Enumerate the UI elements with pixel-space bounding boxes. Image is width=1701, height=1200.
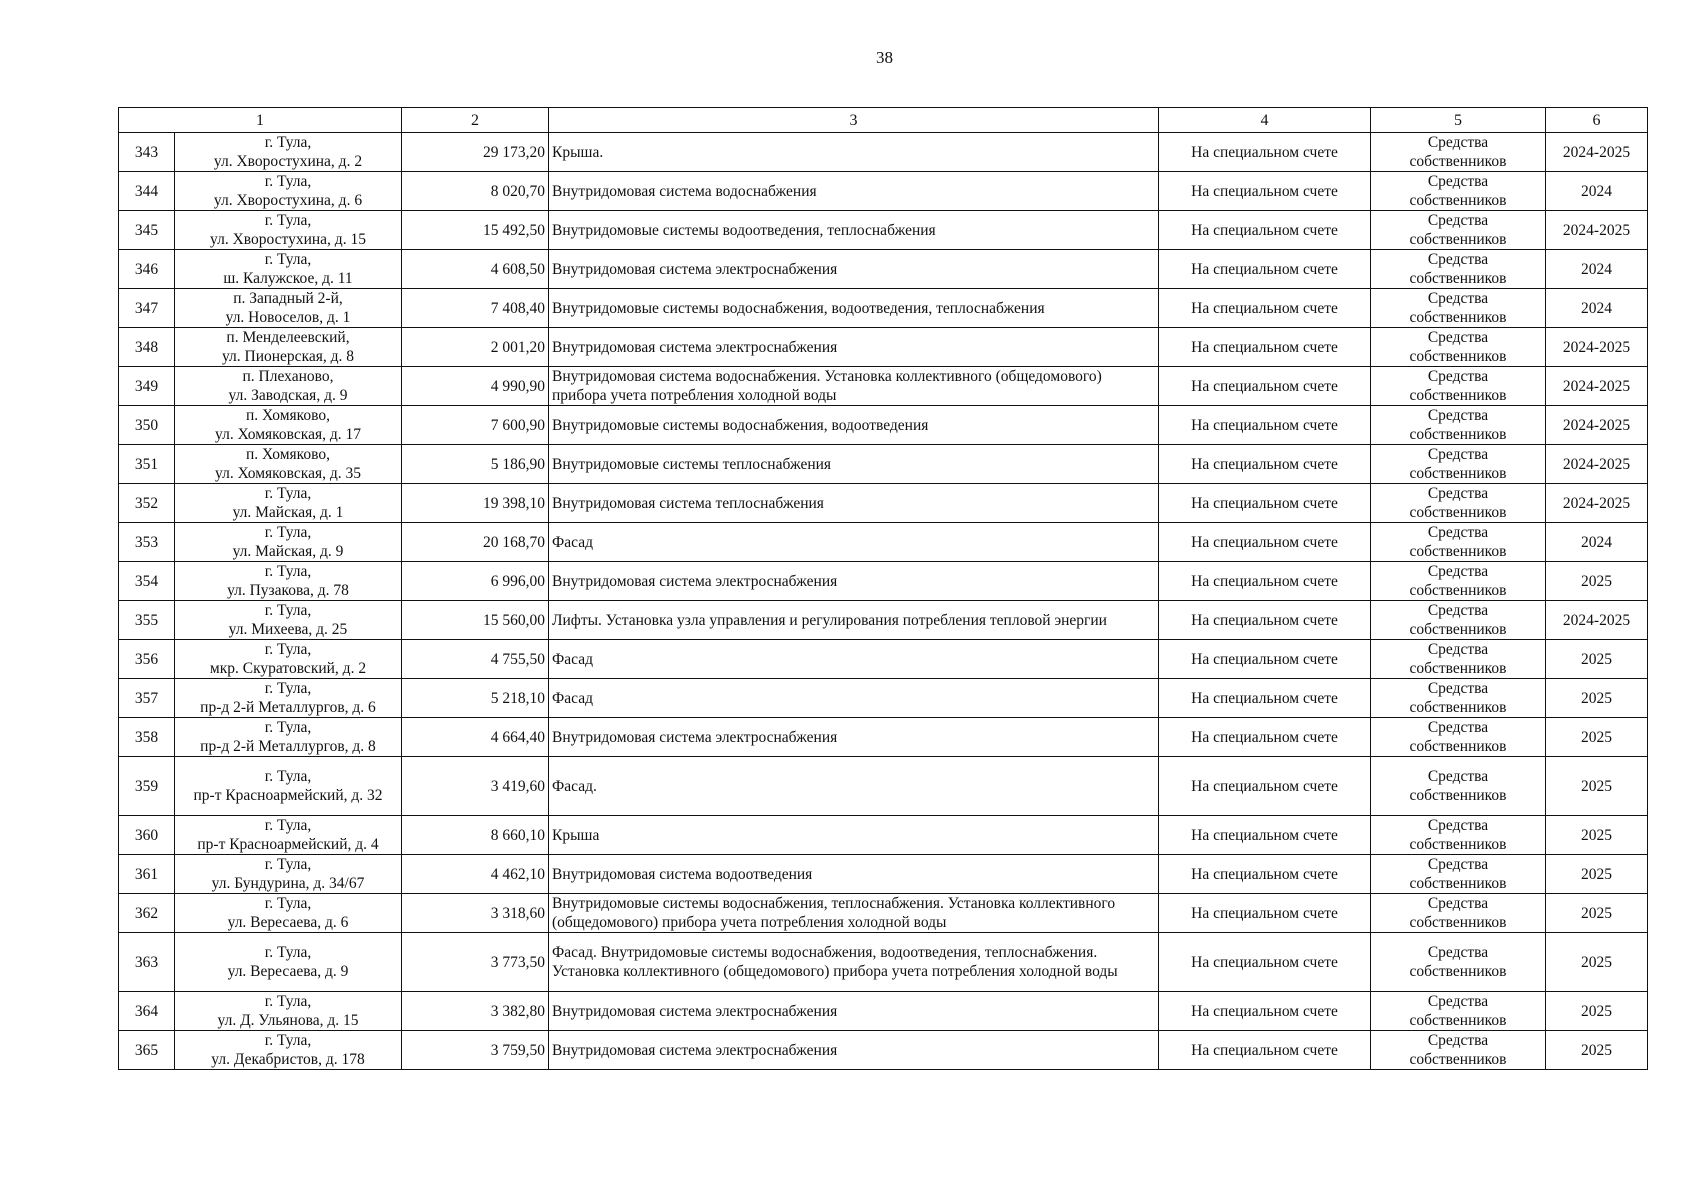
funding-source-line2: собственников	[1409, 836, 1507, 853]
amount-cell: 4 608,50	[402, 250, 549, 289]
address-locality: г. Тула,	[264, 641, 312, 658]
address-street: ул. Вересаева, д. 9	[227, 963, 349, 980]
funding-source-line1: Средства	[1427, 524, 1489, 541]
row-number: 346	[119, 250, 175, 289]
period-cell: 2024-2025	[1546, 133, 1648, 172]
funding-source-line1: Средства	[1427, 407, 1489, 424]
address-locality: г. Тула,	[264, 680, 312, 697]
header-col-5: 5	[1371, 108, 1546, 133]
works-cell: Внутридомовая система водоотведения	[549, 855, 1159, 894]
period-cell: 2025	[1546, 1031, 1648, 1070]
table-row	[119, 757, 1648, 816]
funding-source-line2: собственников	[1409, 192, 1507, 209]
works-cell: Внутридомовые системы водоснабжения, водоотведения, теплоснабжения	[549, 289, 1159, 328]
address-street: ул. Новоселов, д. 1	[225, 309, 351, 326]
amount-cell: 20 168,70	[402, 523, 549, 562]
period-cell: 2025	[1546, 757, 1648, 816]
period-cell: 2024-2025	[1546, 406, 1648, 445]
funding-source-cell	[1371, 133, 1546, 172]
address-street: пр-т Красноармейский, д. 4	[197, 836, 379, 853]
funding-source-cell	[1371, 894, 1546, 933]
address-locality: г. Тула,	[264, 993, 312, 1010]
row-number: 353	[119, 523, 175, 562]
account-cell: На специальном счете	[1159, 562, 1371, 601]
funding-source-line1: Средства	[1427, 173, 1489, 190]
funding-source-line2: собственников	[1409, 699, 1507, 716]
address-locality: г. Тула,	[264, 251, 312, 268]
funding-source-cell	[1371, 484, 1546, 523]
capital-repair-table	[118, 107, 1648, 1070]
account-cell: На специальном счете	[1159, 133, 1371, 172]
funding-source-line2: собственников	[1409, 309, 1507, 326]
amount-cell: 5 218,10	[402, 679, 549, 718]
account-cell: На специальном счете	[1159, 933, 1371, 992]
funding-source-line1: Средства	[1427, 134, 1489, 151]
funding-source-line2: собственников	[1409, 348, 1507, 365]
works-cell: Крыша	[549, 816, 1159, 855]
funding-source-line2: собственников	[1409, 738, 1507, 755]
address-cell	[175, 601, 402, 640]
table-row	[119, 562, 1648, 601]
header-col-2: 2	[402, 108, 549, 133]
address-locality: г. Тула,	[264, 602, 312, 619]
funding-source-line2: собственников	[1409, 787, 1507, 804]
address-locality: г. Тула,	[264, 944, 312, 961]
header-col-4: 4	[1159, 108, 1371, 133]
row-number: 351	[119, 445, 175, 484]
works-cell: Фасад	[549, 523, 1159, 562]
funding-source-line1: Средства	[1427, 817, 1489, 834]
works-cell: Фасад	[549, 640, 1159, 679]
funding-source-cell	[1371, 1031, 1546, 1070]
period-cell: 2025	[1546, 894, 1648, 933]
row-number: 357	[119, 679, 175, 718]
funding-source-line1: Средства	[1427, 856, 1489, 873]
address-cell	[175, 1031, 402, 1070]
account-cell: На специальном счете	[1159, 445, 1371, 484]
funding-source-line1: Средства	[1427, 641, 1489, 658]
account-cell: На специальном счете	[1159, 211, 1371, 250]
period-cell: 2024	[1546, 289, 1648, 328]
funding-source-line1: Средства	[1427, 563, 1489, 580]
row-number: 349	[119, 367, 175, 406]
period-cell: 2024-2025	[1546, 484, 1648, 523]
table-body	[119, 133, 1648, 1070]
amount-cell: 15 560,00	[402, 601, 549, 640]
period-cell: 2025	[1546, 718, 1648, 757]
period-cell: 2025	[1546, 562, 1648, 601]
funding-source-line2: собственников	[1409, 1012, 1507, 1029]
amount-cell: 5 186,90	[402, 445, 549, 484]
table-row	[119, 406, 1648, 445]
funding-source-line1: Средства	[1427, 329, 1489, 346]
funding-source-line2: собственников	[1409, 621, 1507, 638]
works-cell: Фасад	[549, 679, 1159, 718]
amount-cell: 15 492,50	[402, 211, 549, 250]
address-street: мкр. Скуратовский, д. 2	[209, 660, 367, 677]
address-cell	[175, 133, 402, 172]
address-locality: г. Тула,	[264, 173, 312, 190]
table-row	[119, 1031, 1648, 1070]
address-street: ул. Майская, д. 1	[232, 504, 344, 521]
account-cell: На специальном счете	[1159, 855, 1371, 894]
funding-source-line2: собственников	[1409, 426, 1507, 443]
address-cell	[175, 679, 402, 718]
address-locality: п. Менделеевский,	[226, 329, 350, 346]
amount-cell: 4 990,90	[402, 367, 549, 406]
funding-source-cell	[1371, 445, 1546, 484]
header-col-6: 6	[1546, 108, 1648, 133]
amount-cell: 8 020,70	[402, 172, 549, 211]
account-cell: На специальном счете	[1159, 328, 1371, 367]
address-cell	[175, 172, 402, 211]
address-locality: г. Тула,	[264, 1032, 312, 1049]
funding-source-cell	[1371, 211, 1546, 250]
account-cell: На специальном счете	[1159, 816, 1371, 855]
row-number: 358	[119, 718, 175, 757]
address-street: ул. Хворостухина, д. 6	[213, 192, 363, 209]
period-cell: 2024-2025	[1546, 445, 1648, 484]
works-cell: Внутридомовая система электроснабжения	[549, 1031, 1159, 1070]
table-row	[119, 933, 1648, 992]
address-cell	[175, 328, 402, 367]
funding-source-cell	[1371, 679, 1546, 718]
address-cell	[175, 933, 402, 992]
address-cell	[175, 640, 402, 679]
funding-source-line1: Средства	[1427, 251, 1489, 268]
works-cell: Внутридомовые системы водоотведения, теплоснабжения	[549, 211, 1159, 250]
works-cell: Крыша.	[549, 133, 1159, 172]
account-cell: На специальном счете	[1159, 484, 1371, 523]
funding-source-cell	[1371, 367, 1546, 406]
funding-source-line1: Средства	[1427, 768, 1489, 785]
funding-source-line1: Средства	[1427, 1032, 1489, 1049]
period-cell: 2024	[1546, 250, 1648, 289]
period-cell: 2024	[1546, 523, 1648, 562]
works-cell: Внутридомовая система электроснабжения	[549, 718, 1159, 757]
account-cell: На специальном счете	[1159, 1031, 1371, 1070]
row-number: 360	[119, 816, 175, 855]
funding-source-line1: Средства	[1427, 895, 1489, 912]
table-row	[119, 523, 1648, 562]
table-row	[119, 172, 1648, 211]
address-street: ул. Хомяковская, д. 17	[215, 426, 361, 443]
address-locality: г. Тула,	[264, 817, 312, 834]
amount-cell: 3 382,80	[402, 992, 549, 1031]
header-col-3: 3	[549, 108, 1159, 133]
funding-source-cell	[1371, 757, 1546, 816]
table-row	[119, 640, 1648, 679]
amount-cell: 4 462,10	[402, 855, 549, 894]
address-street: ул. Декабристов, д. 178	[211, 1051, 365, 1068]
table-row	[119, 289, 1648, 328]
funding-source-cell	[1371, 172, 1546, 211]
account-cell: На специальном счете	[1159, 757, 1371, 816]
address-locality: г. Тула,	[264, 524, 312, 541]
row-number: 345	[119, 211, 175, 250]
period-cell: 2024-2025	[1546, 211, 1648, 250]
funding-source-cell	[1371, 601, 1546, 640]
account-cell: На специальном счете	[1159, 406, 1371, 445]
account-cell: На специальном счете	[1159, 894, 1371, 933]
funding-source-line2: собственников	[1409, 914, 1507, 931]
funding-source-cell	[1371, 816, 1546, 855]
amount-cell: 29 173,20	[402, 133, 549, 172]
funding-source-line1: Средства	[1427, 680, 1489, 697]
amount-cell: 19 398,10	[402, 484, 549, 523]
table-row	[119, 367, 1648, 406]
row-number: 362	[119, 894, 175, 933]
works-cell: Внутридомовые системы теплоснабжения	[549, 445, 1159, 484]
period-cell: 2025	[1546, 933, 1648, 992]
table-row	[119, 250, 1648, 289]
address-street: пр-д 2-й Металлургов, д. 6	[200, 699, 376, 716]
address-street: ул. Майская, д. 9	[232, 543, 344, 560]
address-cell	[175, 757, 402, 816]
row-number: 347	[119, 289, 175, 328]
works-cell: Внутридомовые системы водоснабжения, водоотведения	[549, 406, 1159, 445]
table-row	[119, 816, 1648, 855]
funding-source-cell	[1371, 562, 1546, 601]
funding-source-line1: Средства	[1427, 485, 1489, 502]
funding-source-cell	[1371, 855, 1546, 894]
period-cell: 2025	[1546, 679, 1648, 718]
funding-source-line1: Средства	[1427, 446, 1489, 463]
address-locality: г. Тула,	[264, 856, 312, 873]
address-locality: г. Тула,	[264, 212, 312, 229]
account-cell: На специальном счете	[1159, 289, 1371, 328]
funding-source-line1: Средства	[1427, 944, 1489, 961]
address-cell	[175, 816, 402, 855]
funding-source-line2: собственников	[1409, 543, 1507, 560]
funding-source-line2: собственников	[1409, 153, 1507, 170]
address-cell	[175, 562, 402, 601]
period-cell: 2025	[1546, 992, 1648, 1031]
row-number: 359	[119, 757, 175, 816]
period-cell: 2024-2025	[1546, 601, 1648, 640]
row-number: 365	[119, 1031, 175, 1070]
table-row	[119, 992, 1648, 1031]
table-row	[119, 679, 1648, 718]
works-cell: Внутридомовая система электроснабжения	[549, 562, 1159, 601]
address-locality: п. Западный 2-й,	[233, 290, 343, 307]
row-number: 343	[119, 133, 175, 172]
row-number: 344	[119, 172, 175, 211]
account-cell: На специальном счете	[1159, 172, 1371, 211]
funding-source-line2: собственников	[1409, 387, 1507, 404]
address-cell	[175, 289, 402, 328]
account-cell: На специальном счете	[1159, 250, 1371, 289]
amount-cell: 3 419,60	[402, 757, 549, 816]
table-row	[119, 445, 1648, 484]
row-number: 352	[119, 484, 175, 523]
address-street: ул. Бундурина, д. 34/67	[211, 875, 365, 892]
funding-source-cell	[1371, 328, 1546, 367]
row-number: 350	[119, 406, 175, 445]
address-street: ул. Заводская, д. 9	[228, 387, 348, 404]
header-row	[119, 108, 1648, 133]
funding-source-line1: Средства	[1427, 719, 1489, 736]
address-street: ш. Калужское, д. 11	[223, 270, 353, 287]
funding-source-line2: собственников	[1409, 231, 1507, 248]
address-locality: г. Тула,	[264, 895, 312, 912]
address-street: пр-д 2-й Металлургов, д. 8	[200, 738, 376, 755]
account-cell: На специальном счете	[1159, 601, 1371, 640]
works-cell: Внутридомовая система электроснабжения	[549, 328, 1159, 367]
address-cell	[175, 855, 402, 894]
table-row	[119, 855, 1648, 894]
address-street: ул. Хворостухина, д. 15	[210, 231, 366, 248]
table-row	[119, 601, 1648, 640]
table-row	[119, 211, 1648, 250]
funding-source-line2: собственников	[1409, 660, 1507, 677]
address-locality: г. Тула,	[264, 768, 312, 785]
funding-source-line2: собственников	[1409, 270, 1507, 287]
works-cell: Внутридомовая система водоснабжения. Установка коллективного (общедомового) прибора учета потребления холодной воды	[549, 367, 1159, 406]
address-cell	[175, 484, 402, 523]
address-street: ул. Михеева, д. 25	[228, 621, 348, 638]
funding-source-line1: Средства	[1427, 993, 1489, 1010]
period-cell: 2025	[1546, 640, 1648, 679]
amount-cell: 4 664,40	[402, 718, 549, 757]
address-street: ул. Д. Ульянова, д. 15	[217, 1012, 359, 1029]
address-cell	[175, 367, 402, 406]
account-cell: На специальном счете	[1159, 992, 1371, 1031]
address-street: пр-т Красноармейский, д. 32	[193, 787, 383, 804]
address-locality: г. Тула,	[264, 719, 312, 736]
address-street: ул. Вересаева, д. 6	[227, 914, 349, 931]
table-row	[119, 718, 1648, 757]
works-cell: Внутридомовая система теплоснабжения	[549, 484, 1159, 523]
row-number: 364	[119, 992, 175, 1031]
address-cell	[175, 718, 402, 757]
amount-cell: 3 318,60	[402, 894, 549, 933]
funding-source-line1: Средства	[1427, 290, 1489, 307]
funding-source-line2: собственников	[1409, 875, 1507, 892]
amount-cell: 7 408,40	[402, 289, 549, 328]
address-cell	[175, 894, 402, 933]
funding-source-cell	[1371, 933, 1546, 992]
funding-source-cell	[1371, 250, 1546, 289]
account-cell: На специальном счете	[1159, 718, 1371, 757]
account-cell: На специальном счете	[1159, 523, 1371, 562]
account-cell: На специальном счете	[1159, 640, 1371, 679]
address-street: ул. Хворостухина, д. 2	[213, 153, 363, 170]
works-cell: Внутридомовая система электроснабжения	[549, 250, 1159, 289]
amount-cell: 3 759,50	[402, 1031, 549, 1070]
page-number: 38	[876, 48, 893, 67]
address-locality: п. Плеханово,	[242, 368, 334, 385]
table-row	[119, 894, 1648, 933]
funding-source-line1: Средства	[1427, 212, 1489, 229]
row-number: 348	[119, 328, 175, 367]
address-cell	[175, 523, 402, 562]
address-street: ул. Пионерская, д. 8	[221, 348, 355, 365]
funding-source-cell	[1371, 289, 1546, 328]
address-cell	[175, 211, 402, 250]
table-row	[119, 484, 1648, 523]
address-cell	[175, 445, 402, 484]
funding-source-cell	[1371, 718, 1546, 757]
period-cell: 2024-2025	[1546, 328, 1648, 367]
works-cell: Внутридомовая система водоснабжения	[549, 172, 1159, 211]
address-locality: г. Тула,	[264, 485, 312, 502]
address-locality: п. Хомяково,	[246, 446, 330, 463]
address-street: ул. Хомяковская, д. 35	[215, 465, 361, 482]
row-number: 361	[119, 855, 175, 894]
table-row	[119, 328, 1648, 367]
row-number: 363	[119, 933, 175, 992]
funding-source-cell	[1371, 640, 1546, 679]
account-cell: На специальном счете	[1159, 367, 1371, 406]
address-cell	[175, 250, 402, 289]
funding-source-line2: собственников	[1409, 465, 1507, 482]
works-cell: Фасад.	[549, 757, 1159, 816]
amount-cell: 3 773,50	[402, 933, 549, 992]
works-cell: Лифты. Установка узла управления и регулирования потребления тепловой энергии	[549, 601, 1159, 640]
header-col-1: 1	[119, 108, 402, 133]
address-locality: г. Тула,	[264, 563, 312, 580]
funding-source-line2: собственников	[1409, 1051, 1507, 1068]
address-cell	[175, 406, 402, 445]
address-cell	[175, 992, 402, 1031]
address-locality: г. Тула,	[264, 134, 312, 151]
account-cell: На специальном счете	[1159, 679, 1371, 718]
row-number: 354	[119, 562, 175, 601]
funding-source-line1: Средства	[1427, 602, 1489, 619]
funding-source-line1: Средства	[1427, 368, 1489, 385]
works-cell: Фасад. Внутридомовые системы водоснабжения, водоотведения, теплоснабжения. Установка коллективного (общедомового) прибора учета потребления холодной воды	[549, 933, 1159, 992]
amount-cell: 8 660,10	[402, 816, 549, 855]
row-number: 355	[119, 601, 175, 640]
period-cell: 2024	[1546, 172, 1648, 211]
amount-cell: 6 996,00	[402, 562, 549, 601]
funding-source-line2: собственников	[1409, 582, 1507, 599]
works-cell: Внутридомовые системы водоснабжения, теплоснабжения. Установка коллективного (общедомового) прибора учета потребления холодной воды	[549, 894, 1159, 933]
period-cell: 2025	[1546, 855, 1648, 894]
works-cell: Внутридомовая система электроснабжения	[549, 992, 1159, 1031]
funding-source-line2: собственников	[1409, 963, 1507, 980]
period-cell: 2025	[1546, 816, 1648, 855]
address-street: ул. Пузакова, д. 78	[227, 582, 349, 599]
amount-cell: 2 001,20	[402, 328, 549, 367]
amount-cell: 4 755,50	[402, 640, 549, 679]
address-locality: п. Хомяково,	[246, 407, 330, 424]
row-number: 356	[119, 640, 175, 679]
funding-source-cell	[1371, 523, 1546, 562]
funding-source-cell	[1371, 406, 1546, 445]
funding-source-cell	[1371, 992, 1546, 1031]
funding-source-line2: собственников	[1409, 504, 1507, 521]
table-row	[119, 133, 1648, 172]
period-cell: 2024-2025	[1546, 367, 1648, 406]
amount-cell: 7 600,90	[402, 406, 549, 445]
